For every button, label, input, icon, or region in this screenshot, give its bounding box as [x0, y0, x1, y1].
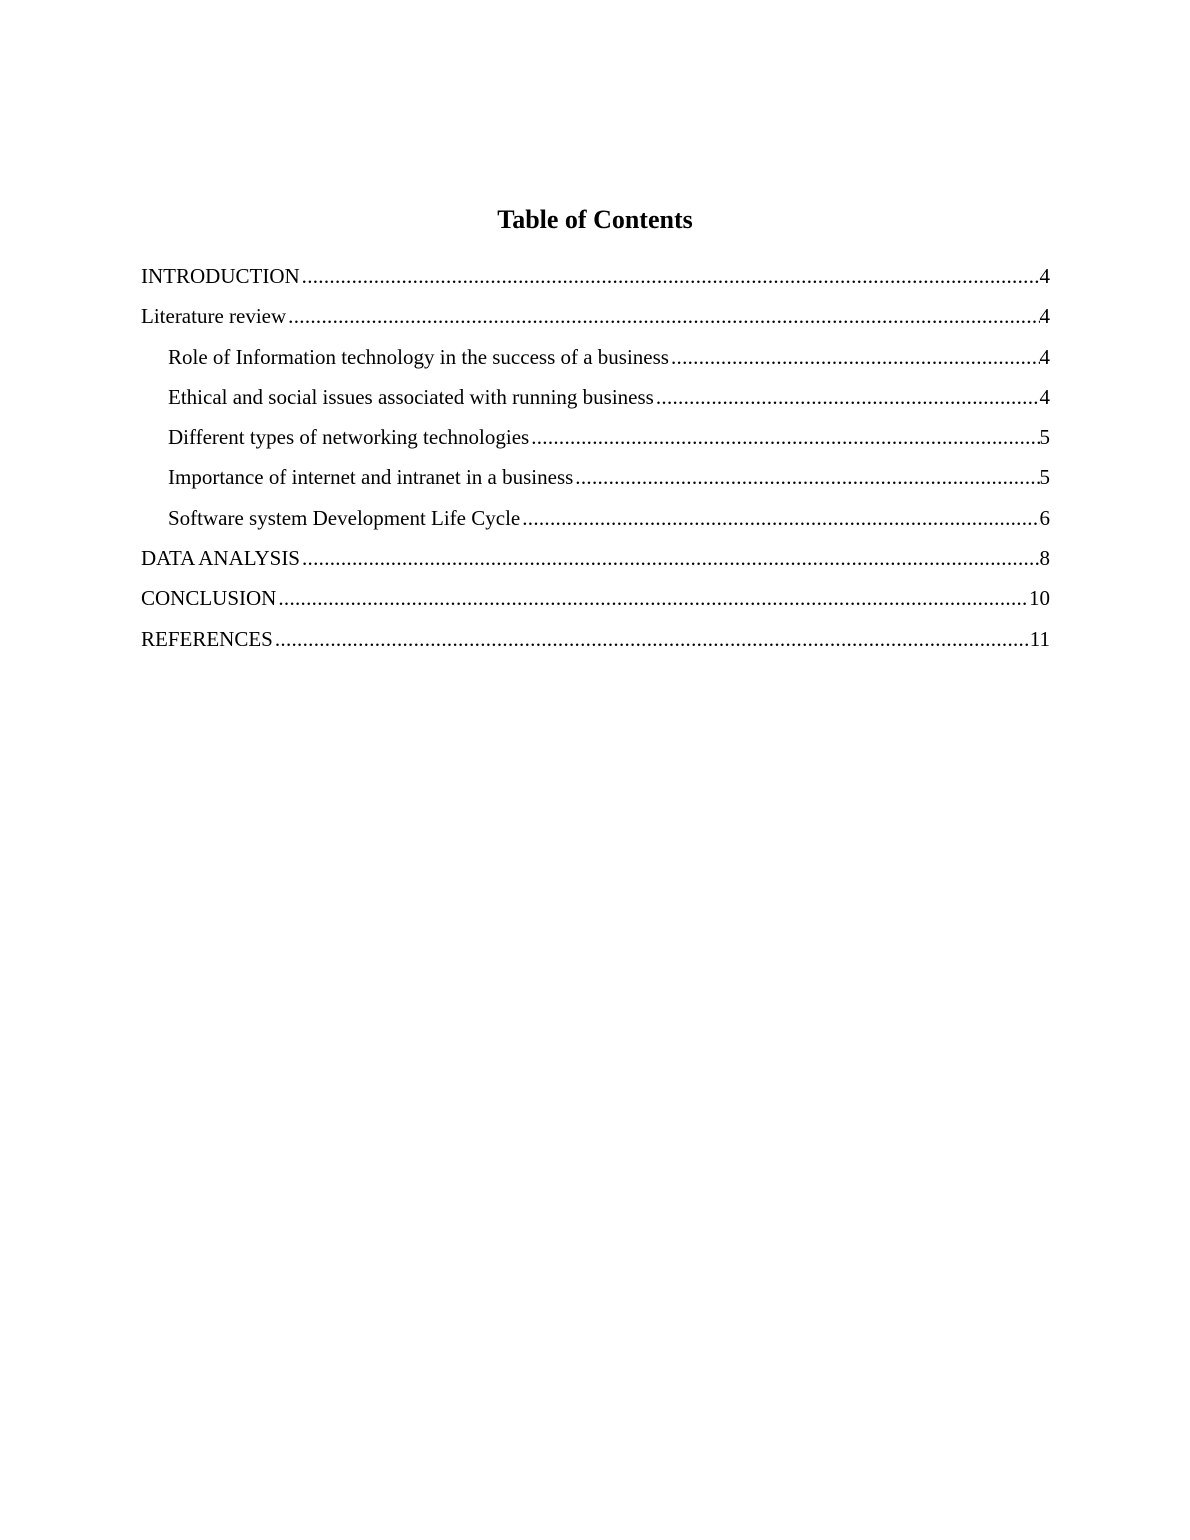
toc-entry-text: INTRODUCTION	[141, 264, 300, 288]
toc-entry-sdlc[interactable]	[141, 503, 1050, 543]
toc-entry-text: Role of Information technology in the success of a business	[168, 344, 669, 369]
toc-page-number: 8	[1039, 546, 1050, 571]
toc-page-number: 5	[1039, 465, 1050, 490]
toc-dot-leader	[288, 301, 1039, 331]
toc-title: Table of Contents	[497, 205, 693, 234]
toc-page-number: 10	[1029, 586, 1050, 611]
toc-entry-conclusion[interactable]	[141, 583, 1050, 623]
toc-dot-leader	[522, 503, 1039, 533]
toc-entry-ethical-social-issues[interactable]	[141, 382, 1050, 422]
toc-page-number: 4	[1039, 384, 1050, 409]
toc-entry-introduction[interactable]	[141, 261, 1050, 301]
toc-entry-references[interactable]	[141, 624, 1050, 664]
toc-entry-text: REFERENCES	[141, 626, 273, 651]
toc-dot-leader	[302, 543, 1040, 573]
toc-entry-text: CONCLUSION	[141, 586, 277, 611]
toc-entry-text: Importance of internet and intranet in a business	[168, 465, 574, 490]
toc-entry-text: Literature review	[141, 304, 287, 329]
toc-dot-leader	[656, 382, 1040, 412]
toc-page-number: 4	[1039, 304, 1050, 329]
toc-page-number: 6	[1039, 505, 1050, 530]
toc-entry-internet-intranet[interactable]	[141, 462, 1050, 502]
toc-dot-leader	[671, 342, 1040, 372]
toc-entry-literature-review[interactable]	[141, 301, 1050, 341]
toc-entry-text: DATA ANALYSIS	[141, 546, 300, 571]
toc-page-number: 5	[1039, 425, 1050, 450]
toc-entry-text: Different types of networking technologies	[168, 425, 530, 450]
toc-dot-leader	[278, 583, 1029, 613]
toc-page-number: 4	[1039, 264, 1050, 288]
toc-entry-text: Software system Development Life Cycle	[168, 505, 521, 530]
toc-entry-networking-technologies[interactable]	[141, 422, 1050, 462]
toc-page-number: 4	[1039, 344, 1050, 369]
toc-dot-leader	[575, 462, 1039, 492]
toc-dot-leader	[275, 624, 1030, 654]
toc-page-number: 11	[1029, 626, 1050, 651]
toc-entry-text: Ethical and social issues associated with running business	[168, 384, 654, 409]
toc-entry-role-of-it[interactable]	[141, 342, 1050, 382]
toc-entry-data-analysis[interactable]	[141, 543, 1050, 583]
toc-list	[141, 261, 1050, 664]
toc-dot-leader	[302, 261, 1040, 291]
toc-dot-leader	[531, 422, 1039, 452]
